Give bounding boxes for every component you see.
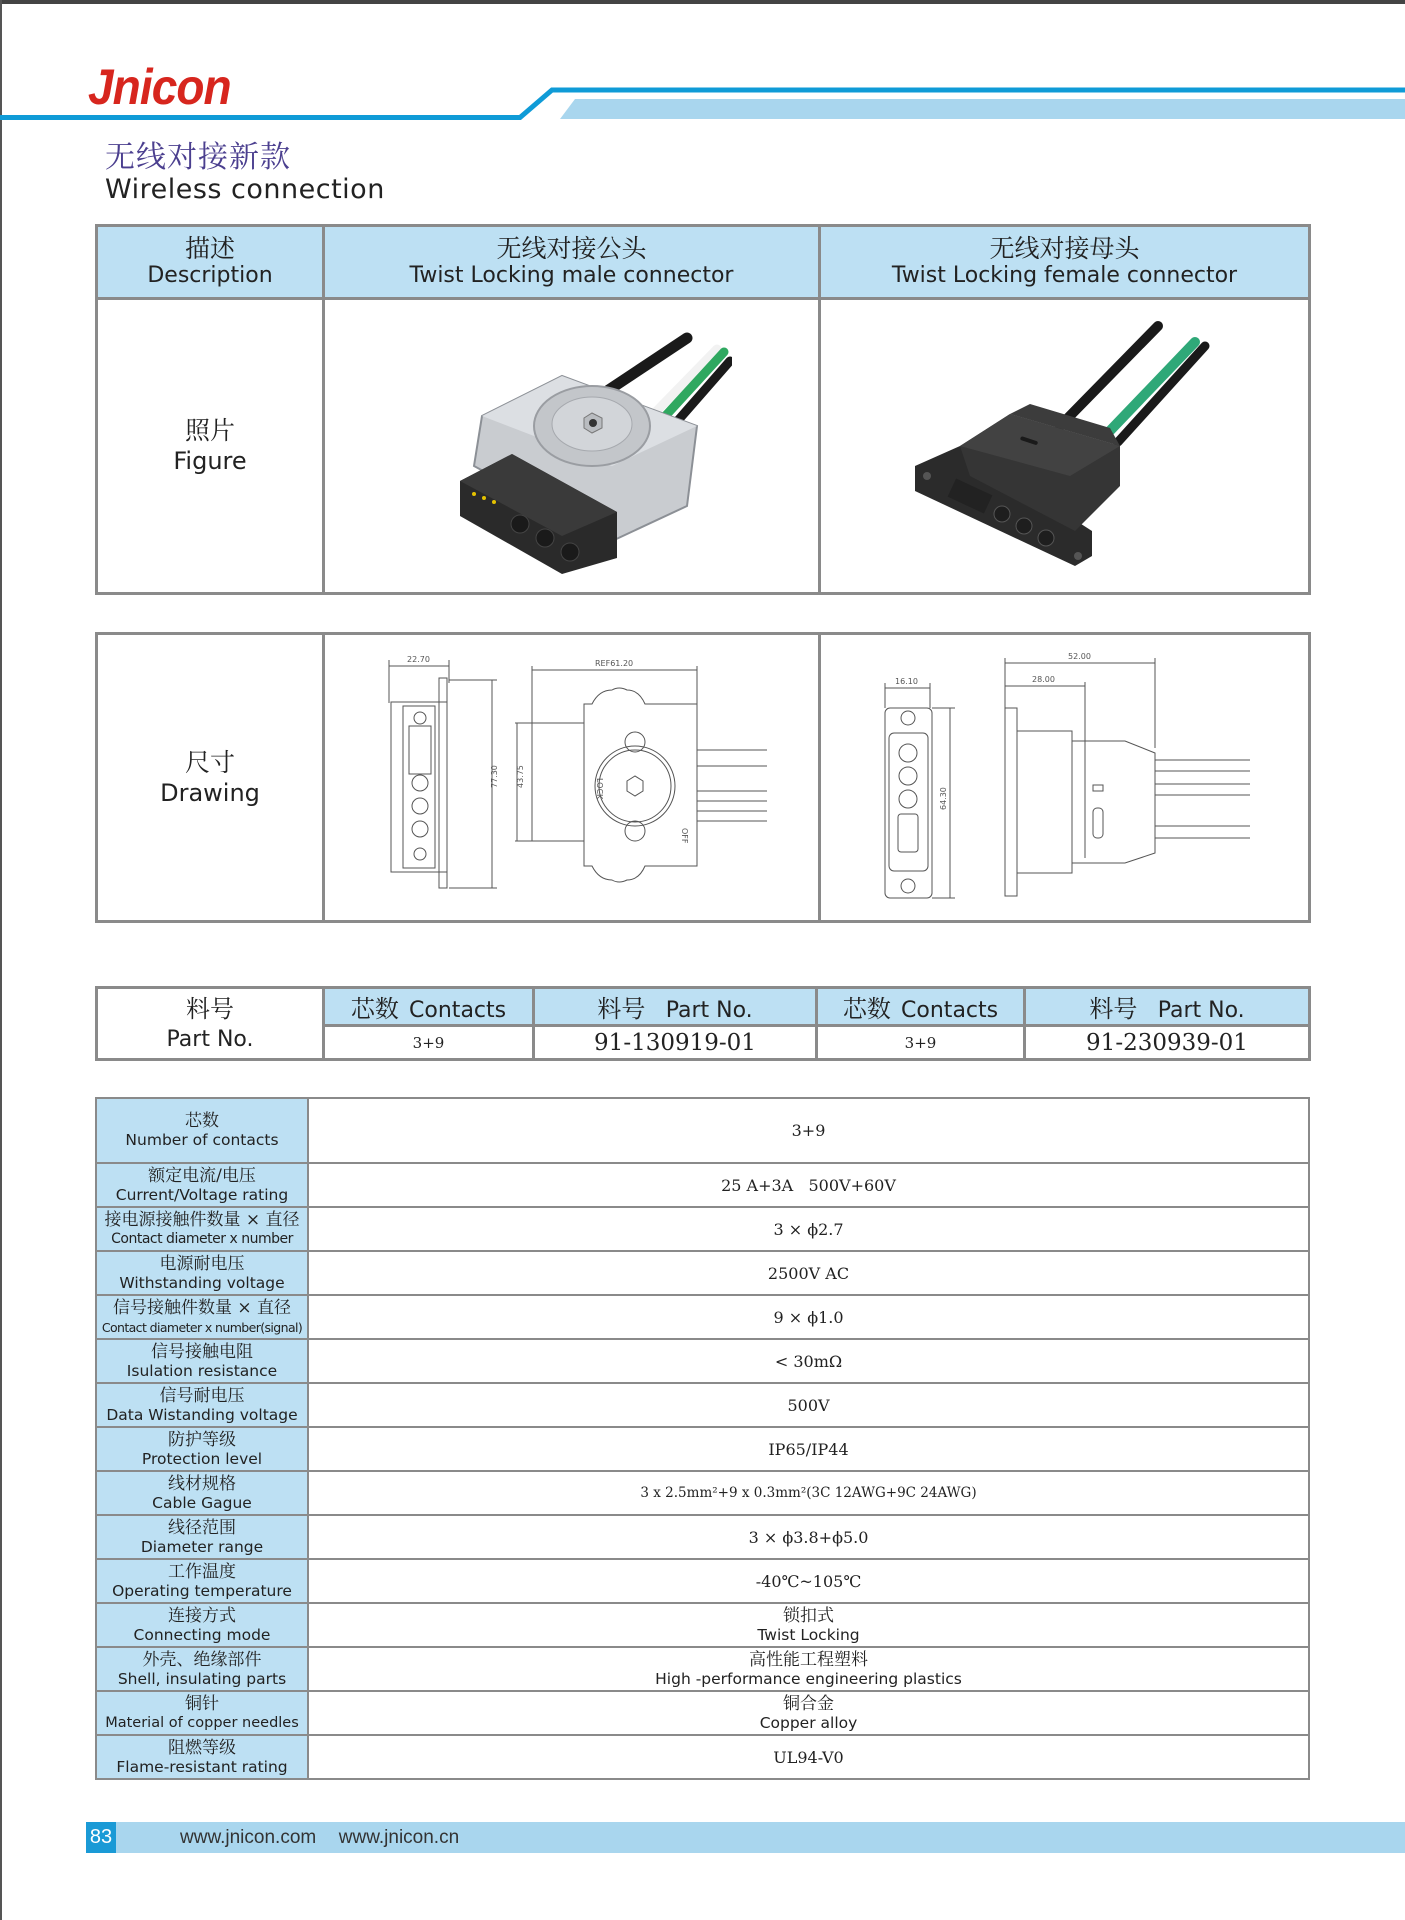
spec-value: [308, 1691, 1309, 1735]
spec-value-en: Copper alloy: [759, 1713, 858, 1732]
spec-label-cn: 阻燃等级: [168, 1737, 236, 1758]
page-frame-left: [0, 0, 2, 1920]
spec-label-cn: 电源耐电压: [159, 1253, 245, 1274]
partno-female-value: 91-230939-01: [1025, 1026, 1310, 1060]
spec-label-en: Cable Gague: [152, 1493, 252, 1512]
col-cn: 料号: [597, 995, 646, 1023]
spec-value: 500V: [308, 1383, 1309, 1427]
spec-label-cn: 信号接触电阻: [151, 1341, 253, 1362]
col-en: Contacts: [409, 998, 507, 1023]
page-frame-top: [0, 0, 1405, 4]
specification-table: [95, 1097, 1310, 1780]
spec-label: [96, 1427, 308, 1471]
spec-label-cn: 信号接触件数量 × 直径: [112, 1297, 292, 1318]
header-male-connector: [324, 226, 820, 299]
spec-label-en: Data Wistanding voltage: [106, 1405, 298, 1424]
header-en: Twist Locking female connector: [891, 263, 1238, 288]
drawing-label-cn: 尺寸: [184, 747, 235, 777]
dim-female-total-length: 52.00: [1067, 651, 1091, 661]
spec-value: 3 x 2.5mm²+9 x 0.3mm²(3C 12AWG+9C 24AWG): [308, 1471, 1309, 1515]
male-connector-photo: [325, 316, 818, 576]
spec-label-cn: 工作温度: [168, 1561, 236, 1582]
spec-value: [308, 1647, 1309, 1691]
spec-label: [96, 1295, 308, 1339]
spec-label-cn: 芯数: [185, 1111, 219, 1131]
spec-value: UL94-V0: [308, 1735, 1309, 1779]
spec-row: [96, 1559, 1309, 1603]
spec-label: [96, 1691, 308, 1735]
dim-male-front-width: 22.70: [406, 654, 430, 664]
spec-label: [96, 1383, 308, 1427]
spec-label-cn: 外壳、绝缘部件: [142, 1649, 262, 1670]
spec-label-cn: 额定电流/电压: [148, 1165, 256, 1186]
spec-label: [96, 1515, 308, 1559]
header-description: [97, 226, 324, 299]
spec-label-cn: 线径范围: [168, 1517, 236, 1538]
spec-row: [96, 1515, 1309, 1559]
part-label: [97, 988, 324, 1060]
spec-value: 3+9: [308, 1098, 1309, 1163]
spec-label: [96, 1471, 308, 1515]
spec-row: [96, 1427, 1309, 1471]
header-decorative-lines: [0, 80, 1405, 125]
spec-row: [96, 1295, 1309, 1339]
spec-label-cn: 线材规格: [168, 1473, 236, 1494]
spec-value: 3 × ϕ3.8+ϕ5.0: [308, 1515, 1309, 1559]
spec-label-en: Connecting mode: [133, 1625, 271, 1644]
spec-value: 3 × ϕ2.7: [308, 1207, 1309, 1251]
spec-label: [96, 1163, 308, 1207]
header-cn: 描述: [184, 234, 235, 263]
col-cn: 料号: [1089, 995, 1138, 1023]
spec-label-en: Operating temperature: [112, 1581, 292, 1600]
spec-label-en: Isulation resistance: [126, 1361, 278, 1380]
spec-label-cn: 接电源接触件数量 × 直径: [104, 1209, 300, 1230]
spec-value: < 30mΩ: [308, 1339, 1309, 1383]
off-label: OFF: [679, 827, 689, 843]
figure-row: [97, 299, 1310, 594]
female-connector-photo-cell: [820, 299, 1310, 594]
spec-label-en: Contact diameter x number: [111, 1230, 293, 1247]
spec-label-en: Contact diameter x number(signal): [101, 1319, 303, 1335]
spec-row: [96, 1251, 1309, 1295]
spec-value: 2500V AC: [308, 1251, 1309, 1295]
footer-website-links[interactable]: www.jnicon.com www.jnicon.cn: [180, 1827, 460, 1848]
spec-row: [96, 1207, 1309, 1251]
spec-label: [96, 1339, 308, 1383]
spec-label: [96, 1098, 308, 1163]
spec-row: [96, 1603, 1309, 1647]
spec-label: [96, 1603, 308, 1647]
spec-label: [96, 1559, 308, 1603]
dim-female-front-width: 16.10: [894, 676, 918, 686]
brand-logo: Jnicon: [88, 59, 231, 115]
drawing-label-en: Drawing: [160, 778, 260, 807]
spec-value-cn: 铜合金: [783, 1693, 834, 1714]
dim-male-length: REF61.20: [594, 658, 633, 668]
spec-value-cn: 锁扣式: [783, 1605, 834, 1626]
male-connector-drawing-cell: [324, 634, 820, 922]
spec-value-en: Twist Locking: [757, 1625, 860, 1644]
dim-female-body-length: 28.00: [1031, 674, 1055, 684]
spec-row: [96, 1691, 1309, 1735]
spec-value-en: High -performance engineering plastics: [655, 1669, 962, 1688]
spec-label-en: Material of copper needles: [105, 1714, 299, 1731]
spec-row: [96, 1735, 1309, 1779]
spec-value-cn: 高性能工程塑料: [749, 1649, 868, 1670]
spec-row: [96, 1383, 1309, 1427]
part-label-en: Part No.: [166, 1026, 254, 1052]
spec-label: [96, 1251, 308, 1295]
spec-row: [96, 1163, 1309, 1207]
drawing-row: [97, 634, 1310, 922]
col-cn: 芯数: [350, 995, 399, 1023]
spec-label-en: Diameter range: [140, 1537, 264, 1556]
description-table: [95, 224, 1311, 595]
dim-male-body-height: 43.75: [515, 764, 525, 788]
col-en: Contacts: [901, 998, 999, 1023]
spec-value: 25 A+3A 500V+60V: [308, 1163, 1309, 1207]
spec-row: [96, 1647, 1309, 1691]
spec-label-cn: 防护等级: [168, 1429, 236, 1450]
header-en: Description: [147, 263, 273, 288]
spec-value: 9 × ϕ1.0: [308, 1295, 1309, 1339]
spec-label-en: Shell, insulating parts: [117, 1669, 287, 1688]
header-en: Twist Locking male connector: [409, 263, 734, 288]
part-header-row: [97, 988, 1310, 1026]
part-number-table: [95, 986, 1311, 1061]
dim-male-total-height: 77.30: [489, 764, 499, 788]
col-en: Part No.: [1157, 998, 1245, 1023]
spec-label-cn: 信号耐电压: [159, 1385, 245, 1406]
spec-label: [96, 1207, 308, 1251]
page-title-en: Wireless connection: [105, 174, 385, 205]
header-female-connector: [820, 226, 1310, 299]
lock-label: LOCK: [594, 777, 604, 799]
female-connector-photo: [821, 316, 1308, 576]
figure-label: [97, 299, 324, 594]
female-connector-drawing: [825, 638, 1305, 918]
spec-label-en: Withstanding voltage: [119, 1273, 285, 1292]
spec-row: [96, 1471, 1309, 1515]
figure-label-cn: 照片: [184, 416, 235, 445]
spec-label-en: Flame-resistant rating: [116, 1757, 288, 1776]
female-connector-drawing-cell: [820, 634, 1310, 922]
col-partno-female: [1025, 988, 1310, 1026]
col-cn: 芯数: [842, 995, 891, 1023]
col-partno-male: [534, 988, 817, 1026]
col-en: Part No.: [665, 998, 753, 1023]
spec-label-en: Number of contacts: [125, 1131, 279, 1149]
figure-label-en: Figure: [173, 447, 247, 475]
contacts-female-value: 3+9: [817, 1026, 1025, 1060]
male-connector-drawing: [327, 638, 817, 918]
spec-value: [308, 1603, 1309, 1647]
header-cn: 无线对接母头: [989, 234, 1140, 263]
spec-row: [96, 1098, 1309, 1163]
spec-label-cn: 铜针: [185, 1693, 219, 1714]
col-contacts-female: [817, 988, 1025, 1026]
spec-label-en: Protection level: [141, 1449, 263, 1468]
page-title-cn: 无线对接新款: [105, 140, 291, 175]
col-contacts-male: [324, 988, 534, 1026]
contacts-male-value: 3+9: [324, 1026, 534, 1060]
spec-label-en: Current/Voltage rating: [115, 1185, 289, 1204]
spec-label-cn: 连接方式: [168, 1605, 236, 1626]
spec-value: IP65/IP44: [308, 1427, 1309, 1471]
male-connector-photo-cell: [324, 299, 820, 594]
drawing-table: [95, 632, 1311, 923]
spec-value: -40℃~105℃: [308, 1559, 1309, 1603]
drawing-label: [97, 634, 324, 922]
description-header-row: [97, 226, 1310, 299]
spec-row: [96, 1339, 1309, 1383]
dim-female-total-height: 64.30: [938, 786, 948, 810]
page-number: 83: [86, 1822, 116, 1853]
header-cn: 无线对接公头: [496, 234, 647, 263]
spec-label: [96, 1735, 308, 1779]
spec-label: [96, 1647, 308, 1691]
partno-male-value: 91-130919-01: [534, 1026, 817, 1060]
part-label-cn: 料号: [186, 994, 234, 1023]
